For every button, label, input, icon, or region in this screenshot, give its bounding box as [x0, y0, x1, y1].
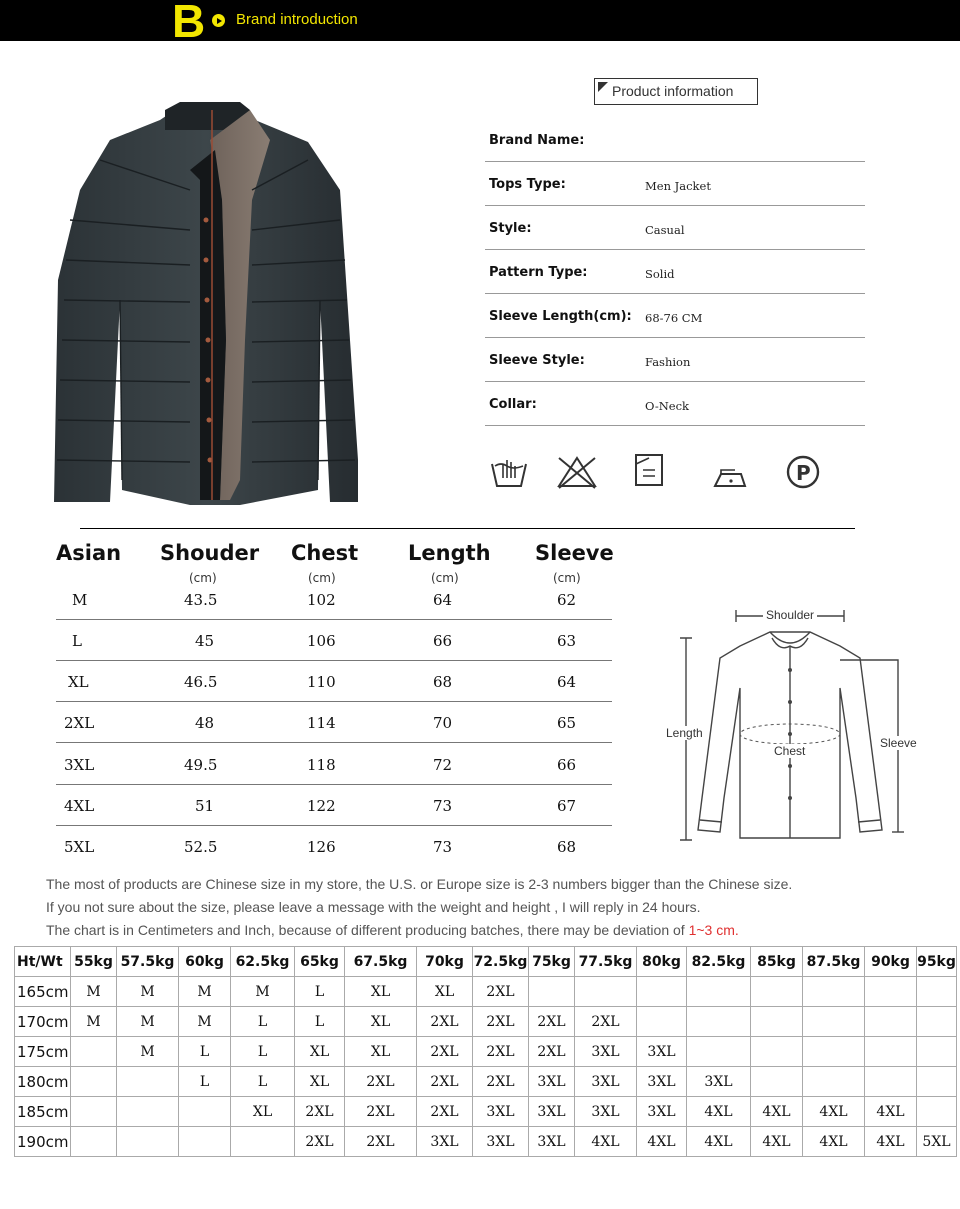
size-cell: 64 [433, 591, 453, 609]
hw-size-cell: 3XL [687, 1067, 751, 1097]
size-header-shoulder: Shouder [160, 541, 260, 565]
hand-wash-icon [489, 452, 529, 492]
hw-size-cell: 4XL [751, 1127, 803, 1157]
hw-table-row [15, 1007, 957, 1037]
brand-letter-logo: B [172, 0, 206, 47]
hw-weight-header: 95kg [917, 947, 957, 977]
size-cell: 62 [557, 591, 577, 609]
size-cell: 46.5 [184, 673, 218, 691]
hw-size-cell [117, 1067, 179, 1097]
hw-size-cell [637, 1007, 687, 1037]
size-cell: 66 [433, 632, 453, 650]
diagram-shoulder-label: Shoulder [766, 608, 815, 622]
attribute-row [485, 338, 865, 382]
diagram-sleeve-label: Sleeve [880, 736, 917, 750]
size-cell: 73 [433, 838, 453, 856]
attribute-key: Sleeve Style: [489, 353, 585, 368]
iron-icon [711, 452, 751, 492]
hw-size-cell [803, 1007, 865, 1037]
hw-size-cell: 4XL [865, 1097, 917, 1127]
size-unit-label: (cm) [431, 571, 459, 585]
size-unit-label: (cm) [189, 571, 217, 585]
size-cell: 73 [433, 797, 453, 815]
brand-header-bar [0, 0, 960, 47]
hw-size-cell: 3XL [529, 1097, 575, 1127]
size-table-row [56, 826, 612, 867]
hw-weight-header: 82.5kg [687, 947, 751, 977]
size-cell: 67 [557, 797, 577, 815]
size-header-chest: Chest [291, 541, 359, 565]
hw-size-cell [917, 1007, 957, 1037]
product-information-label: Product information [612, 83, 734, 99]
hw-size-cell: 4XL [637, 1127, 687, 1157]
hw-size-cell: 3XL [417, 1127, 473, 1157]
hw-table-row [15, 1127, 957, 1157]
hw-size-cell: XL [295, 1067, 345, 1097]
hw-size-cell: 3XL [637, 1037, 687, 1067]
hw-size-cell [71, 1127, 117, 1157]
hw-size-cell: 2XL [417, 1037, 473, 1067]
size-cell: 49.5 [184, 756, 218, 774]
hw-size-cell [71, 1037, 117, 1067]
hw-table-row [15, 977, 957, 1007]
hw-size-cell: 4XL [575, 1127, 637, 1157]
hw-size-cell: 4XL [751, 1097, 803, 1127]
hw-size-cell [865, 977, 917, 1007]
height-weight-table [14, 946, 957, 1157]
size-header-sleeve: Sleeve [535, 541, 614, 565]
hw-size-cell: 3XL [575, 1097, 637, 1127]
size-cell: XL [68, 673, 89, 691]
hw-size-cell: 2XL [295, 1127, 345, 1157]
hw-size-cell [687, 1037, 751, 1067]
hw-weight-header: 80kg [637, 947, 687, 977]
size-note-text: The chart is in Centimeters and Inch, because of different producing batches, there may be deviation of [46, 922, 689, 938]
hw-size-cell: XL [295, 1037, 345, 1067]
hw-size-cell: L [179, 1067, 231, 1097]
hw-table-row [15, 1037, 957, 1067]
attribute-key: Collar: [489, 397, 537, 412]
hw-size-cell: L [231, 1067, 295, 1097]
size-cell: 110 [307, 673, 336, 691]
hw-size-cell: 2XL [529, 1007, 575, 1037]
hw-weight-header: 77.5kg [575, 947, 637, 977]
size-note: The most of products are Chinese size in my store, the U.S. or Europe size is 2-3 numbers bigger than the Chinese size. [46, 876, 793, 892]
hw-size-cell [231, 1127, 295, 1157]
diagram-chest-label: Chest [774, 744, 806, 758]
hw-size-cell: 2XL [295, 1097, 345, 1127]
hw-size-cell [71, 1097, 117, 1127]
hw-corner-cell: Ht/Wt [15, 947, 71, 977]
size-note: If you not sure about the size, please leave a message with the weight and height , I will reply in 24 hours. [46, 899, 701, 915]
size-cell: 114 [307, 714, 336, 732]
play-circle-icon [212, 14, 225, 27]
hw-size-cell [751, 1037, 803, 1067]
hw-size-cell: 4XL [687, 1127, 751, 1157]
hw-size-cell [865, 1037, 917, 1067]
hw-size-cell: 2XL [575, 1007, 637, 1037]
size-cell: 2XL [64, 714, 95, 732]
corner-triangle-icon [598, 82, 608, 92]
size-cell: 45 [195, 632, 215, 650]
hw-size-cell: 4XL [803, 1097, 865, 1127]
hw-size-cell: 3XL [473, 1097, 529, 1127]
hw-size-cell: 2XL [473, 1037, 529, 1067]
size-note [46, 922, 739, 938]
size-cell: 68 [433, 673, 453, 691]
deviation-highlight: 1~3 cm. [688, 922, 739, 938]
hw-weight-header: 87.5kg [803, 947, 865, 977]
attribute-value: Men Jacket [645, 179, 711, 193]
hw-size-cell: 2XL [473, 1007, 529, 1037]
hw-size-cell: 2XL [473, 1067, 529, 1097]
hw-size-cell: L [295, 977, 345, 1007]
hw-size-cell [917, 1097, 957, 1127]
hw-size-cell: 2XL [345, 1067, 417, 1097]
hw-size-cell [865, 1067, 917, 1097]
attribute-value: Solid [645, 267, 675, 281]
size-cell: 63 [557, 632, 577, 650]
size-header-length: Length [408, 541, 491, 565]
size-unit-label: (cm) [553, 571, 581, 585]
hw-size-cell: M [231, 977, 295, 1007]
hw-size-cell: 2XL [417, 1007, 473, 1037]
hw-size-cell: M [117, 1037, 179, 1067]
hw-table-row [15, 1097, 957, 1127]
hw-size-cell: 2XL [417, 1097, 473, 1127]
measurement-diagram [660, 598, 920, 848]
attribute-row [485, 294, 865, 338]
hw-size-cell [575, 977, 637, 1007]
attribute-value: O-Neck [645, 399, 690, 413]
hw-size-cell: 3XL [529, 1127, 575, 1157]
hw-size-cell: L [231, 1007, 295, 1037]
hw-weight-header: 70kg [417, 947, 473, 977]
hw-size-cell [117, 1127, 179, 1157]
hw-size-cell: 3XL [575, 1067, 637, 1097]
size-table-row [56, 661, 612, 702]
attribute-row [485, 118, 865, 162]
size-table-row [56, 579, 612, 620]
hw-size-cell: M [117, 1007, 179, 1037]
hw-weight-header: 57.5kg [117, 947, 179, 977]
hw-size-cell [917, 977, 957, 1007]
size-cell: 126 [307, 838, 336, 856]
hw-size-cell [179, 1097, 231, 1127]
hw-size-cell: L [231, 1037, 295, 1067]
hw-weight-header: 65kg [295, 947, 345, 977]
hw-size-cell: 2XL [345, 1097, 417, 1127]
hw-size-cell: 2XL [473, 977, 529, 1007]
hw-height-cell: 165cm [15, 977, 71, 1007]
hw-size-cell: XL [345, 977, 417, 1007]
hw-size-cell: 3XL [529, 1067, 575, 1097]
hw-weight-header: 67.5kg [345, 947, 417, 977]
hw-size-cell [687, 977, 751, 1007]
size-table-row [56, 744, 612, 785]
size-header-asian: Asian [56, 541, 122, 565]
hw-size-cell: 4XL [803, 1127, 865, 1157]
hw-size-cell: XL [231, 1097, 295, 1127]
hw-weight-header: 85kg [751, 947, 803, 977]
hw-weight-header: 90kg [865, 947, 917, 977]
size-cell: 102 [307, 591, 336, 609]
size-table-row [56, 620, 612, 661]
size-cell: 106 [307, 632, 336, 650]
attribute-value: Casual [645, 223, 685, 237]
size-table-row [56, 785, 612, 826]
attribute-key: Pattern Type: [489, 265, 588, 280]
size-cell: M [72, 591, 88, 609]
hw-size-cell [917, 1037, 957, 1067]
hw-weight-header: 60kg [179, 947, 231, 977]
size-cell: 3XL [64, 756, 95, 774]
size-cell: 68 [557, 838, 577, 856]
attribute-key: Brand Name: [489, 133, 585, 148]
hw-size-cell [687, 1007, 751, 1037]
hw-size-cell [637, 977, 687, 1007]
hw-weight-header: 75kg [529, 947, 575, 977]
hw-size-cell: M [179, 1007, 231, 1037]
size-cell: 122 [307, 797, 336, 815]
hw-size-cell: 3XL [575, 1037, 637, 1067]
attribute-row [485, 382, 865, 426]
hw-size-cell: XL [417, 977, 473, 1007]
hw-size-cell: 2XL [345, 1127, 417, 1157]
hw-size-cell: M [117, 977, 179, 1007]
hw-size-cell [751, 1067, 803, 1097]
attribute-key: Tops Type: [489, 177, 566, 192]
attribute-value: Fashion [645, 355, 691, 369]
size-cell: 72 [433, 756, 453, 774]
hw-size-cell [803, 1067, 865, 1097]
size-cell: 64 [557, 673, 577, 691]
hw-size-cell [71, 1067, 117, 1097]
hw-size-cell [751, 977, 803, 1007]
product-attributes-table [485, 118, 865, 426]
hw-size-cell: 5XL [917, 1127, 957, 1157]
size-cell: 48 [195, 714, 215, 732]
size-cell: 43.5 [184, 591, 218, 609]
hw-size-cell: L [179, 1037, 231, 1067]
attribute-key: Style: [489, 221, 532, 236]
hw-size-cell [803, 1037, 865, 1067]
hw-size-cell: XL [345, 1007, 417, 1037]
hw-weight-header: 55kg [71, 947, 117, 977]
section-divider [80, 528, 855, 529]
hw-size-cell: 4XL [865, 1127, 917, 1157]
hw-weight-header: 62.5kg [231, 947, 295, 977]
size-cell: 4XL [64, 797, 95, 815]
hw-size-cell [803, 977, 865, 1007]
hw-size-cell: M [71, 1007, 117, 1037]
hw-size-cell: XL [345, 1037, 417, 1067]
hw-size-cell [751, 1007, 803, 1037]
hw-table-row [15, 1067, 957, 1097]
care-instructions [485, 452, 845, 496]
hw-size-cell: 3XL [637, 1067, 687, 1097]
hw-height-cell: 175cm [15, 1037, 71, 1067]
hw-height-cell: 185cm [15, 1097, 71, 1127]
attribute-row [485, 162, 865, 206]
size-cell: 51 [195, 797, 215, 815]
size-cell: L [72, 632, 82, 650]
hw-size-cell [917, 1067, 957, 1097]
hw-size-cell: 2XL [529, 1037, 575, 1067]
hw-header-row [15, 947, 957, 977]
product-information-tab[interactable] [594, 78, 758, 105]
size-cell: 66 [557, 756, 577, 774]
jacket-product-image [40, 80, 400, 510]
hw-size-cell: 3XL [473, 1127, 529, 1157]
size-cell: 70 [433, 714, 453, 732]
hw-size-cell [529, 977, 575, 1007]
attribute-row [485, 250, 865, 294]
hw-height-cell: 190cm [15, 1127, 71, 1157]
size-table-row [56, 702, 612, 743]
hw-size-cell [865, 1007, 917, 1037]
attribute-row [485, 206, 865, 250]
hw-size-cell: M [179, 977, 231, 1007]
size-cell: 118 [307, 756, 336, 774]
hw-size-cell: 4XL [687, 1097, 751, 1127]
hw-size-cell [179, 1127, 231, 1157]
brand-introduction-title: Brand introduction [236, 11, 358, 28]
size-cell: 52.5 [184, 838, 218, 856]
hw-height-cell: 170cm [15, 1007, 71, 1037]
no-bleach-icon [555, 452, 599, 492]
hw-size-cell: M [71, 977, 117, 1007]
hw-weight-header: 72.5kg [473, 947, 529, 977]
hw-height-cell: 180cm [15, 1067, 71, 1097]
hw-size-cell: 3XL [637, 1097, 687, 1127]
size-cell: 5XL [64, 838, 95, 856]
dry-clean-icon [785, 452, 825, 492]
diagram-length-label: Length [666, 726, 703, 740]
svg-text:P: P [796, 461, 811, 485]
hw-size-cell: L [295, 1007, 345, 1037]
size-cell: 65 [557, 714, 577, 732]
tumble-dry-icon [633, 452, 665, 488]
size-unit-label: (cm) [308, 571, 336, 585]
hw-size-cell [117, 1097, 179, 1127]
hw-size-cell: 2XL [417, 1067, 473, 1097]
attribute-key: Sleeve Length(cm): [489, 309, 632, 324]
attribute-value: 68-76 CM [645, 311, 703, 325]
